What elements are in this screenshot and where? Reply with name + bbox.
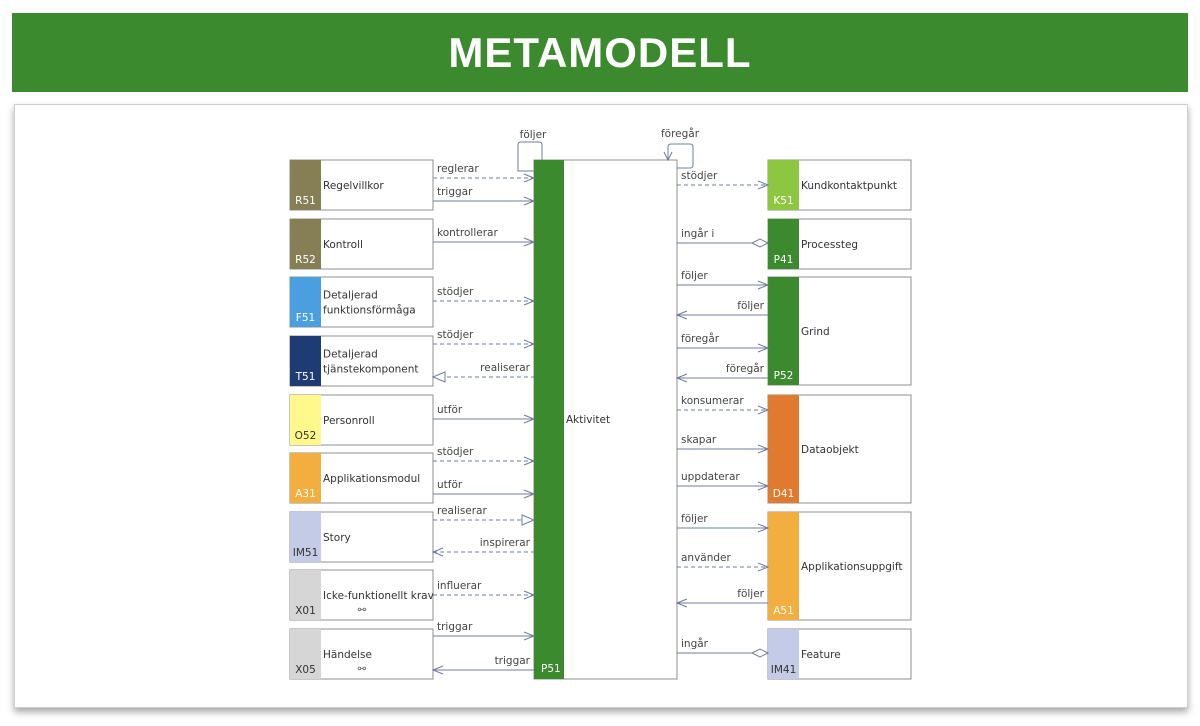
box-label: Kontroll [323,239,363,251]
relation-label: ingår [681,638,708,650]
right-relation [677,637,768,657]
left-relation [433,186,534,205]
left-relation [433,362,534,382]
right-relation [677,170,768,189]
relation-label: föregår [725,363,764,375]
left-relation [433,537,534,556]
left-relation [433,329,534,348]
left-relation [433,580,534,599]
box-code: F51 [295,312,316,324]
box-label: Händelse [323,649,372,661]
right-relation [677,270,768,289]
right-relation [677,434,768,453]
arrowhead-diamond [752,649,768,657]
relation-label: skapar [681,434,717,446]
box-code: A51 [773,605,794,617]
box-code: O52 [294,430,317,442]
right-box-k51 [768,160,911,210]
left-box-x05 [290,629,433,679]
box-label: funktionsförmåga [323,304,416,317]
right-box-im41 [768,629,911,679]
left-relation [433,621,534,640]
self-loop-left-tail [518,160,534,171]
left-relation [433,404,534,423]
left-relation [433,227,534,246]
self-loop-left-label: följer [519,129,547,141]
left-box-f51 [290,277,433,327]
relation-label: realiserar [437,505,487,517]
box-label: Personroll [323,415,375,427]
left-box-r51 [290,160,433,210]
left-box-x01 [290,570,434,620]
right-relation [677,395,768,414]
box-label: Detaljerad [323,348,378,361]
box-label: Processteg [801,239,859,251]
box-label: Story [323,532,351,544]
page-title: METAMODELL [448,29,752,76]
box-code: IM51 [292,547,319,559]
box-code: X05 [295,664,316,676]
relation-label: utför [437,479,463,491]
left-relation [433,446,534,465]
arrowhead-diamond [752,239,768,247]
box-label: Icke-funktionellt krav [323,590,434,602]
center-box-label: Aktivitet [566,414,611,426]
right-relation [677,227,768,247]
relation-label: stödjer [681,170,718,182]
right-relation [677,513,768,532]
right-box-a51 [768,512,911,620]
box-label: Grind [801,326,830,338]
relation-label: använder [681,552,731,564]
relation-label: triggar [437,621,473,633]
left-relation [433,163,534,182]
relation-label: realiserar [480,362,530,374]
right-box-p41 [768,219,911,269]
right-relation [677,552,768,571]
left-box-a31 [290,453,433,503]
relation-label: kontrollerar [437,227,498,239]
box-code: X01 [295,605,316,617]
right-relation [677,588,768,607]
left-box-im51 [290,512,433,562]
box-code: R52 [295,254,316,266]
left-box-o52 [290,395,433,445]
box-color-strip [768,277,799,385]
box-label: Kundkontaktpunkt [801,180,898,192]
right-relation [677,332,768,352]
box-code: D41 [772,488,795,500]
relation-label: föregår [681,333,720,345]
right-box-d41 [768,395,911,503]
left-relation [433,655,534,674]
left-box-r52 [290,219,433,269]
relation-label: konsumerar [681,395,744,407]
box-label: Detaljerad [323,289,378,302]
arrowhead-triangle [433,372,445,382]
box-label: Dataobjekt [801,444,859,456]
relation-label: influerar [437,580,482,592]
right-box-p52 [768,277,911,385]
relation-label: triggar [494,655,530,667]
right-relation [677,362,768,382]
relation-label: uppdaterar [681,471,740,483]
center-color-strip [534,160,564,679]
right-relation [677,471,768,490]
box-label: tjänstekomponent [323,363,419,376]
box-color-strip [768,395,799,503]
relation-label: stödjer [437,329,474,341]
relation-label: följer [737,588,764,600]
relation-label: inspirerar [479,537,530,549]
box-label: Applikationsuppgift [801,561,903,573]
box-color-strip [768,512,799,620]
left-box-t51 [290,336,433,386]
relation-label: stödjer [437,446,474,458]
relation-label: följer [681,270,708,282]
box-label: Feature [801,649,841,661]
box-code: P52 [773,370,794,382]
box-label: Applikationsmodul [323,473,421,485]
relation-label: utför [437,404,463,416]
center-box-code: P51 [541,663,561,675]
relation-label: triggar [437,186,473,198]
arrowhead-triangle [522,515,534,525]
box-code: P41 [773,254,794,266]
relation-label: följer [681,513,708,525]
box-code: T51 [295,371,316,383]
relation-label: reglerar [437,163,479,175]
relation-label: ingår i [681,228,715,240]
box-label: Regelvillkor [323,180,384,192]
box-code: IM41 [770,664,797,676]
link-icon: ⚯ [357,605,367,616]
left-relation [433,505,534,525]
self-loop-right-label: föregår [660,128,700,140]
box-code: R51 [295,195,316,207]
box-code: A31 [295,488,316,500]
relation-label: stödjer [437,286,474,298]
right-relation [677,300,768,319]
left-relation [433,286,534,305]
relation-label: följer [737,300,764,312]
box-code: K51 [773,195,794,207]
link-icon: ⚯ [357,664,367,675]
left-relation [433,479,534,498]
